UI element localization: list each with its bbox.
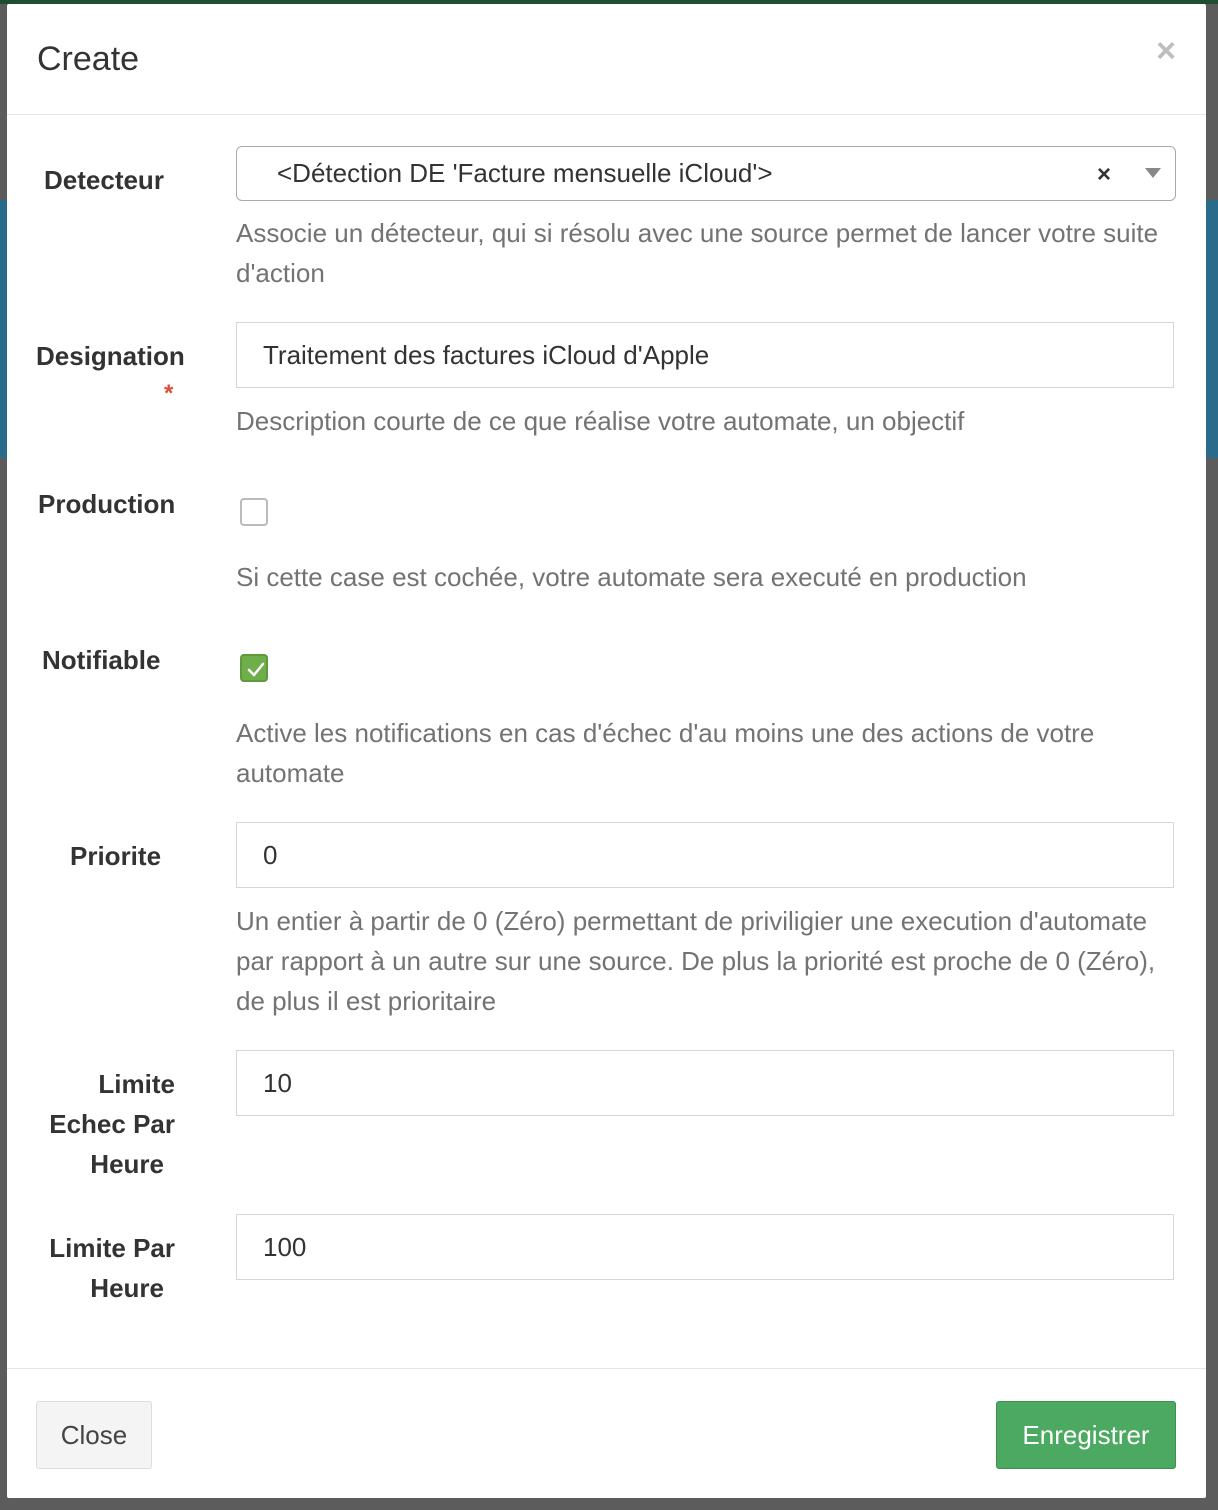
limite-echec-input[interactable]: 10: [236, 1050, 1174, 1116]
limite-echec-label-line3: Heure: [90, 1149, 164, 1179]
limite-par-heure-label-line2: Heure: [90, 1273, 164, 1303]
check-icon: [245, 659, 267, 681]
save-button[interactable]: Enregistrer: [996, 1401, 1176, 1469]
required-marker: *: [164, 380, 174, 407]
limite-par-heure-label: [37, 1228, 175, 1308]
close-icon[interactable]: ×: [1156, 32, 1176, 70]
notifiable-help: Active les notifications en cas d'échec d'au moins une des actions de votre automate: [236, 718, 1095, 788]
limite-echec-label: [37, 1064, 175, 1184]
limite-par-heure-label-line1: Limite Par: [49, 1233, 175, 1263]
production-checkbox[interactable]: [240, 498, 268, 526]
detecteur-selected-value: <Détection DE 'Facture mensuelle iCloud'>: [277, 158, 773, 188]
detecteur-label: Detecteur: [44, 165, 164, 195]
designation-label: Designation: [36, 341, 185, 371]
create-modal: [7, 4, 1206, 1498]
chevron-down-icon[interactable]: [1145, 168, 1161, 178]
modal-title: Create: [37, 40, 140, 78]
detecteur-help: Associe un détecteur, qui si résolu avec une source permet de lancer votre suite d'action: [236, 218, 1159, 288]
production-help: Si cette case est cochée, votre automate sera executé en production: [236, 562, 1027, 592]
priorite-help: Un entier à partir de 0 (Zéro) permettant de priviligier une execution d'automate par rapport à un autre sur une source. De plus la priorité est proche de 0 (Zéro), de plus il est prioritaire: [236, 906, 1156, 1016]
priorite-label: Priorite: [70, 841, 162, 871]
modal-header: [7, 4, 1206, 115]
notifiable-checkbox[interactable]: [240, 654, 268, 682]
modal-footer: [7, 1368, 1206, 1498]
limite-echec-label-line2: Echec Par: [49, 1109, 175, 1139]
production-label: Production: [38, 489, 176, 519]
designation-input[interactable]: Traitement des factures iCloud d'Apple: [236, 322, 1174, 388]
clear-icon[interactable]: ×: [1096, 161, 1111, 188]
limite-par-heure-input[interactable]: 100: [236, 1214, 1174, 1280]
close-button[interactable]: Close: [36, 1401, 152, 1469]
limite-echec-label-line1: Limite: [98, 1069, 175, 1099]
backdrop-band-right: [1206, 200, 1218, 458]
notifiable-label: Notifiable: [42, 645, 161, 675]
designation-help: Description courte de ce que réalise votre automate, un objectif: [236, 406, 965, 436]
priorite-input[interactable]: 0: [236, 822, 1174, 888]
detecteur-select[interactable]: [236, 146, 1176, 201]
